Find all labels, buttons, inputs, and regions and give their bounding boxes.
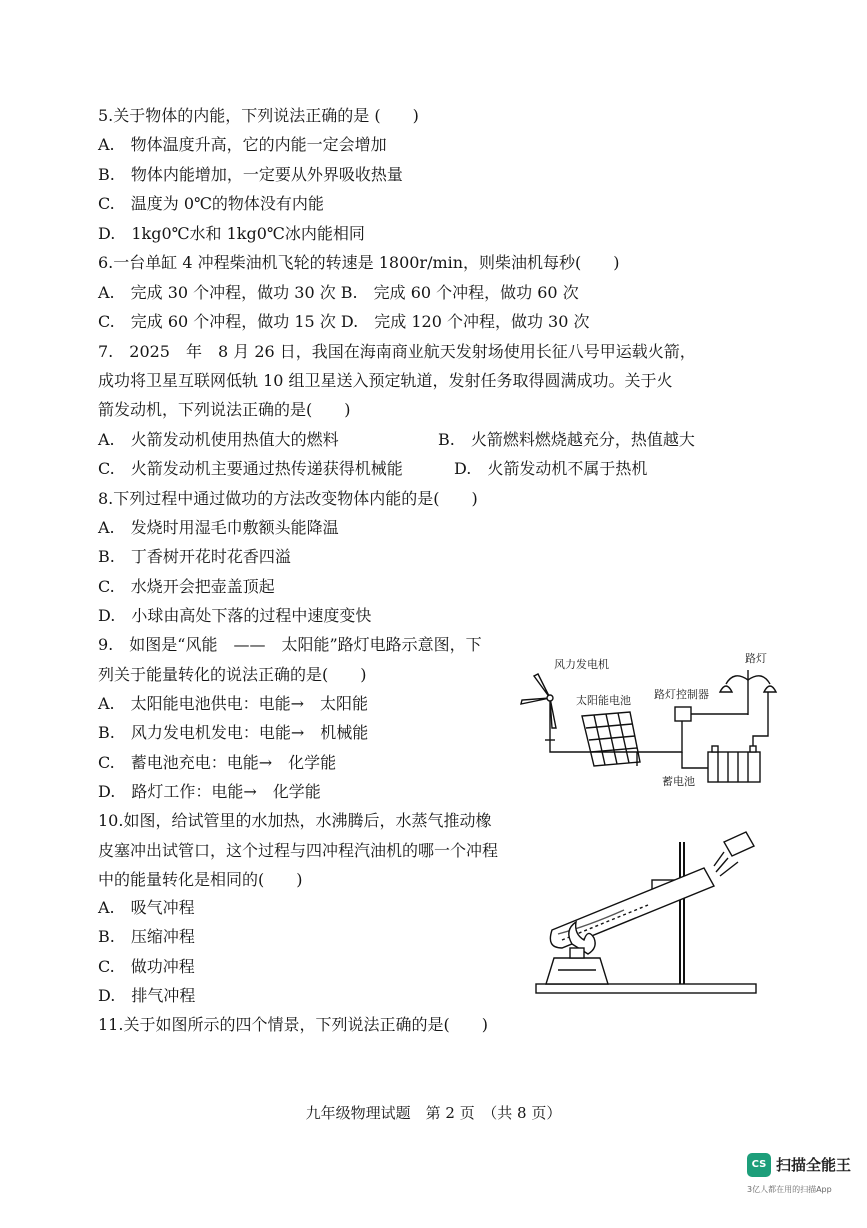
q9-option-d: D. 路灯工作：电能→ 化学能 (98, 782, 321, 801)
q8-option-b: B. 丁香树开花时花香四溢 (98, 547, 291, 566)
q8-stem: 8.下列过程中通过做功的方法改变物体内能的是( ) (98, 489, 478, 508)
q9-street-light-figure (512, 640, 797, 800)
q7-option-b: B. 火箭燃料燃烧越充分，热值越大 (438, 430, 695, 449)
q6-stem: 6.一台单缸 4 冲程柴油机飞轮的转速是 1800r/min，则柴油机每秒( ) (98, 253, 620, 272)
q7-option-d: D. 火箭发动机不属于热机 (454, 459, 648, 478)
q10-option-b: B. 压缩冲程 (98, 927, 195, 946)
q10-stem-line1: 10.如图，给试管里的水加热，水沸腾后，水蒸气推动橡 (98, 811, 492, 830)
q7-stem-line2: 成功将卫星互联网低轨 10 组卫星送入预定轨道，发射任务取得圆满成功。关于火 (98, 371, 673, 390)
q11-stem: 11.关于如图所示的四个情景，下列说法正确的是( ) (98, 1015, 488, 1034)
q9-label-wind-generator: 风力发电机 (554, 658, 609, 671)
q10-stem-line2: 皮塞冲出试管口，这个过程与四冲程汽油机的哪一个冲程 (98, 841, 499, 860)
q8-option-c: C. 水烧开会把壶盖顶起 (98, 577, 275, 596)
q7-stem-line1: 7. 2025 年 8 月 26 日，我国在海南商业航天发射场使用长征八号甲运载火箭， (98, 342, 696, 361)
q9-label-solar-cell: 太阳能电池 (576, 694, 631, 707)
page-footer: 九年级物理试题 第 2 页 （共 8 页） (305, 1104, 562, 1122)
q5-option-c: C. 温度为 0℃的物体没有内能 (98, 194, 324, 213)
q6-options-cd: C. 完成 60 个冲程，做功 15 次 D. 完成 120 个冲程，做功 30 次 (98, 312, 590, 331)
q9-option-c: C. 蓄电池充电：电能→ 化学能 (98, 753, 337, 772)
q9-option-b: B. 风力发电机发电：电能→ 机械能 (98, 723, 369, 742)
q9-label-battery: 蓄电池 (662, 775, 695, 788)
q10-stem-line3: 中的能量转化是相同的( ) (98, 870, 303, 889)
q9-stem-line1: 9. 如图是“风能 —— 太阳能”路灯电路示意图，下 (98, 635, 482, 654)
q8-option-a: A. 发烧时用湿毛巾敷额头能降温 (98, 518, 339, 537)
q5-option-d: D. 1kg0℃水和 1kg0℃冰内能相同 (98, 224, 365, 243)
q10-option-a: A. 吸气冲程 (98, 898, 195, 917)
q7-option-c: C. 火箭发动机主要通过热传递获得机械能 (98, 459, 403, 478)
q8-option-d: D. 小球由高处下落的过程中速度变快 (98, 606, 372, 625)
watermark-tagline: 3亿人都在用的扫描App (747, 1185, 832, 1194)
q9-label-controller: 路灯控制器 (654, 688, 709, 701)
q5-stem: 5.关于物体的内能，下列说法正确的是 ( ) (98, 106, 419, 125)
q9-label-street-lamp: 路灯 (745, 652, 767, 665)
q9-option-a: A. 太阳能电池供电：电能→ 太阳能 (98, 694, 369, 713)
q10-test-tube-figure (528, 822, 788, 1000)
q7-stem-line3: 箭发动机，下列说法正确的是( ) (98, 400, 351, 419)
q6-options-ab: A. 完成 30 个冲程，做功 30 次 B. 完成 60 个冲程，做功 60 次 (98, 283, 579, 302)
watermark-app-name: 扫描全能王 (776, 1156, 852, 1174)
q10-option-d: D. 排气冲程 (98, 986, 196, 1005)
q10-option-c: C. 做功冲程 (98, 957, 195, 976)
camscanner-logo-icon: CS (747, 1153, 771, 1177)
q7-option-a: A. 火箭发动机使用热值大的燃料 (98, 430, 339, 449)
q5-option-b: B. 物体内能增加，一定要从外界吸收热量 (98, 165, 403, 184)
scanner-watermark (747, 1150, 852, 1206)
q5-option-a: A. 物体温度升高，它的内能一定会增加 (98, 135, 387, 154)
q9-stem-line2: 列关于能量转化的说法正确的是( ) (98, 665, 367, 684)
